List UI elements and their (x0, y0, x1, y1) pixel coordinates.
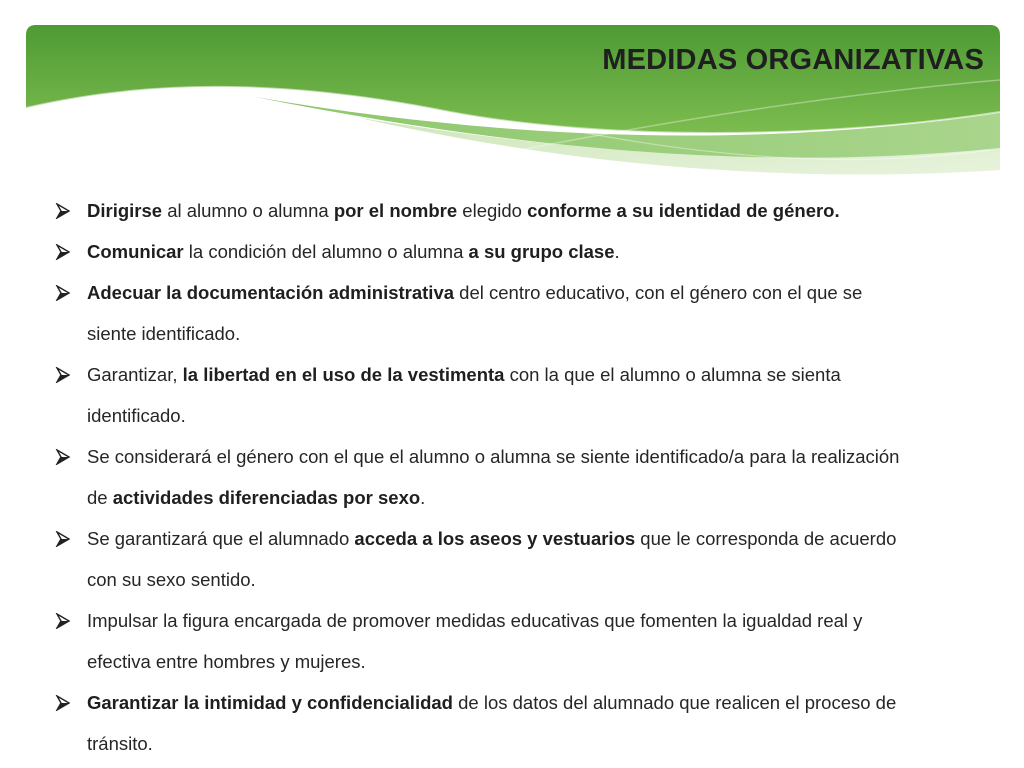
bullet-text: que le corresponda de acuerdo (635, 528, 897, 549)
bullet-item-continuation (55, 395, 1000, 436)
arrow-bullet-icon (55, 244, 71, 260)
bullet-text: siente identificado. (87, 323, 241, 344)
bullet-text: con su sexo sentido. (87, 569, 256, 590)
bullet-text: de (87, 487, 113, 508)
bullet-text-bold: la libertad en el uso de la vestimenta (182, 364, 505, 385)
arrow-bullet-icon (55, 531, 71, 547)
bullet-text-bold: acceda a los aseos y vestuarios (354, 528, 636, 549)
bullet-item (55, 682, 1000, 723)
green-wave-banner (0, 0, 1024, 190)
bullet-text: elegido (457, 200, 528, 221)
bullet-text-bold: Adecuar la documentación administrativa (87, 282, 455, 303)
arrow-bullet-icon (55, 613, 71, 629)
bullet-text-bold: Comunicar (87, 241, 184, 262)
bullet-list (55, 190, 1000, 764)
bullet-item-continuation (55, 641, 1000, 682)
bullet-item-continuation (55, 723, 1000, 764)
bullet-text-bold: Garantizar la intimidad y confidencialidad (87, 692, 453, 713)
bullet-text-bold: por el nombre (333, 200, 458, 221)
bullet-item (55, 518, 1000, 559)
bullet-text: la condición del alumno o alumna (183, 241, 469, 262)
arrow-bullet-icon (55, 203, 71, 219)
bullet-item (55, 272, 1000, 313)
bullet-item (55, 190, 1000, 231)
bullet-text: al alumno o alumna (162, 200, 334, 221)
bullet-item-continuation (55, 313, 1000, 354)
bullet-text: Impulsar la figura encargada de promover medidas educativas que fomenten la igualdad real y (87, 610, 863, 631)
arrow-bullet-icon (55, 449, 71, 465)
bullet-item-continuation (55, 477, 1000, 518)
bullet-text: de los datos del alumnado que realicen el proceso de (452, 692, 897, 713)
bullet-item-continuation (55, 559, 1000, 600)
arrow-bullet-icon (55, 285, 71, 301)
bullet-text-bold: actividades diferenciadas por sexo (112, 487, 421, 508)
bullet-text: Garantizar, (87, 364, 183, 385)
slide-title: MEDIDAS ORGANIZATIVAS (602, 44, 984, 76)
bullet-text: efectiva entre hombres y mujeres. (87, 651, 366, 672)
bullet-item (55, 231, 1000, 272)
bullet-text: identificado. (87, 405, 186, 426)
bullet-text: Se considerará el género con el que el alumno o alumna se siente identificado/a para la realización (87, 446, 900, 467)
bullet-text: . (420, 487, 426, 508)
arrow-bullet-icon (55, 695, 71, 711)
arrow-bullet-icon (55, 367, 71, 383)
bullet-text-bold: Dirigirse (87, 200, 163, 221)
bullet-text: tránsito. (87, 733, 153, 754)
bullet-text-bold: conforme a su identidad de género. (527, 200, 840, 221)
bullet-item (55, 600, 1000, 641)
bullet-item (55, 436, 1000, 477)
bullet-text: del centro educativo, con el género con el que se (454, 282, 863, 303)
bullet-text: con la que el alumno o alumna se sienta (504, 364, 841, 385)
bullet-item (55, 354, 1000, 395)
bullet-text-bold: a su grupo clase (468, 241, 615, 262)
bullet-text: . (614, 241, 620, 262)
bullet-text: Se garantizará que el alumnado (87, 528, 355, 549)
